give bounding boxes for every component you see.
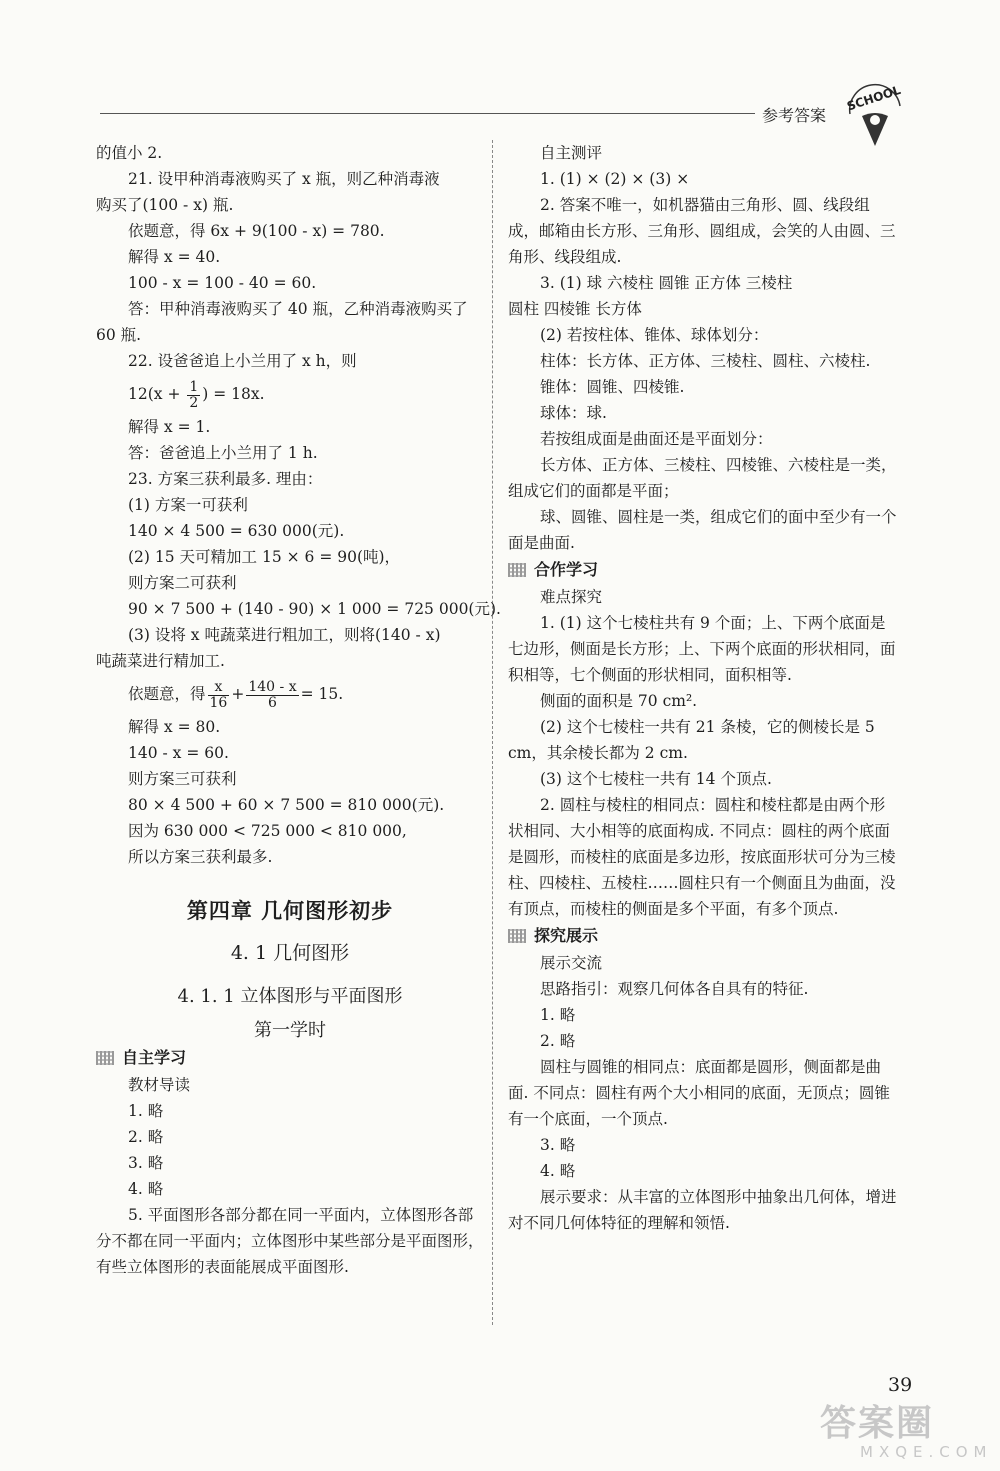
right-top-lines bbox=[508, 140, 898, 192]
left-bottom-lines bbox=[96, 714, 484, 870]
watermark-big: 答案圈 bbox=[820, 1403, 935, 1444]
text-line: 自主测评 bbox=[540, 144, 603, 162]
watermark-small: MXQE.COM bbox=[860, 1443, 993, 1461]
text-line: 则方案三可获利 bbox=[128, 770, 237, 788]
eq22-den: 2 bbox=[189, 394, 199, 411]
eq23-den1: 16 bbox=[209, 694, 228, 711]
text-line: 依题意，得 6x + 9(100 - x) = 780. bbox=[128, 222, 385, 240]
section-marker-icon bbox=[96, 1051, 114, 1065]
equation-23 bbox=[96, 674, 484, 714]
section-title: 4. 1 几何图形 bbox=[230, 942, 350, 964]
column-divider bbox=[492, 140, 493, 1325]
text-line: (2) 若按柱体、锥体、球体划分： bbox=[540, 326, 769, 344]
coop-area: 侧面的面积是 70 cm². bbox=[540, 692, 698, 710]
text-line: 21. 设甲种消毒液购买了 x 瓶，则乙种消毒液 bbox=[128, 170, 440, 188]
chapter-title: 第四章 几何图形初步 bbox=[186, 898, 394, 923]
eq22-pre: 12(x + bbox=[128, 385, 186, 403]
text-line: 解得 x = 40. bbox=[128, 248, 221, 266]
coop-line-3: (3) 这个七棱柱一共有 14 个顶点. bbox=[540, 770, 772, 788]
eq23-pre: 依题意，得 bbox=[128, 685, 206, 703]
coop-label: 合作学习 bbox=[534, 560, 599, 579]
study-lines bbox=[96, 1072, 484, 1202]
self-study-label: 自主学习 bbox=[122, 1048, 187, 1067]
left-top-lines bbox=[96, 140, 484, 374]
text-line: 4. 略 bbox=[128, 1180, 164, 1198]
equation-22 bbox=[96, 374, 484, 414]
text-line: 购买了(100 - x) 瓶. bbox=[96, 196, 234, 214]
text-line: 140 × 4 500 = 630 000(元). bbox=[128, 522, 345, 540]
text-line: 2. 略 bbox=[128, 1128, 164, 1146]
text-line: 4. 略 bbox=[540, 1162, 576, 1180]
text-line: 圆柱 四棱锥 长方体 bbox=[508, 300, 642, 318]
text-line: 1. (1) × (2) × (3) × bbox=[540, 170, 690, 188]
eq23-post: = 15. bbox=[300, 685, 344, 703]
eq22-num: 1 bbox=[189, 378, 199, 395]
eq23-fraction-2 bbox=[246, 680, 298, 711]
text-line: 2. 略 bbox=[540, 1032, 576, 1050]
eq22-fraction bbox=[187, 380, 200, 411]
text-line: 答：甲种消毒液购买了 40 瓶，乙种消毒液购买了 bbox=[128, 300, 468, 318]
coop-paragraph-1: 1. (1) 这个七棱柱共有 9 个面；上、下两个底面是七边形，侧面是长方形；上、下两个底面的形状相同，面积相等，七个侧面的形状相同，面积相等. bbox=[508, 614, 896, 684]
text-line: 思路指引：观察几何体各自具有的特征. bbox=[540, 980, 809, 998]
subsection-title: 4. 1. 1 立体图形与平面图形 bbox=[177, 986, 403, 1007]
text-line: 因为 630 000 < 725 000 < 810 000, bbox=[128, 822, 407, 840]
text-line: 3. 略 bbox=[128, 1154, 164, 1172]
text-line: 60 瓶. bbox=[96, 326, 142, 344]
text-line: 所以方案三获利最多. bbox=[128, 848, 273, 866]
section-marker-icon bbox=[508, 929, 526, 943]
lesson-title: 第一学时 bbox=[254, 1020, 326, 1041]
text-line: 100 - x = 100 - 40 = 60. bbox=[128, 274, 317, 292]
text-line: 23. 方案三获利最多. 理由： bbox=[128, 470, 323, 488]
text-line: (3) 设将 x 吨蔬菜进行粗加工，则将(140 - x) bbox=[128, 626, 441, 644]
show-requirement: 展示要求：从丰富的立体图形中抽象出几何体，增进对不同几何体特征的理解和领悟. bbox=[508, 1188, 897, 1232]
coop-heading bbox=[508, 556, 898, 584]
text-line: 22. 设爸爸追上小兰用了 x h，则 bbox=[128, 352, 357, 370]
right-paragraph-1: 2. 答案不唯一，如机器猫由三角形、圆、线段组成，邮箱由长方形、三角形、圆组成，会笑的人由圆、三角形、线段组成. bbox=[508, 196, 896, 266]
self-study-heading bbox=[96, 1044, 484, 1072]
text-line: 1. 略 bbox=[128, 1102, 164, 1120]
show-heading bbox=[508, 922, 898, 950]
text-line: 140 - x = 60. bbox=[128, 744, 229, 762]
text-line: 教材导读 bbox=[128, 1076, 191, 1094]
show-paragraph: 圆柱与圆锥的相同点：底面都是圆形，侧面都是曲面. 不同点：圆柱有两个大小相同的底面，无顶点；圆锥有一个底面，一个顶点. bbox=[508, 1058, 890, 1128]
eq23-num2: 140 - x bbox=[248, 678, 297, 695]
eq23-num1: x bbox=[208, 680, 230, 696]
text-line: 3. (1) 球 六棱柱 圆锥 正方体 三棱柱 bbox=[540, 274, 793, 292]
eq23-plus: + bbox=[231, 685, 245, 703]
eq23-fraction-1 bbox=[208, 680, 230, 711]
coop-subheading: 难点探究 bbox=[540, 588, 603, 606]
text-line: 的值小 2. bbox=[96, 144, 163, 162]
text-line: 答：爸爸追上小兰用了 1 h. bbox=[128, 444, 318, 462]
right-column bbox=[508, 140, 898, 1236]
section-marker-icon bbox=[508, 563, 526, 577]
header-title: 参考答案 bbox=[762, 106, 827, 125]
text-line: 则方案二可获利 bbox=[128, 574, 237, 592]
show-lines-2 bbox=[508, 1132, 898, 1184]
text-line: 解得 x = 1. bbox=[128, 418, 211, 436]
text-line: (1) 方案一可获利 bbox=[128, 496, 248, 514]
show-lines bbox=[508, 950, 898, 1054]
text-line: 1. 略 bbox=[540, 1006, 576, 1024]
coop-paragraph-2: (2) 这个七棱柱一共有 21 条棱，它的侧棱长是 5 cm，其余棱长都为 2 cm. bbox=[508, 718, 875, 762]
text-line: 80 × 4 500 + 60 × 7 500 = 810 000(元). bbox=[128, 796, 445, 814]
text-line: (2) 15 天可精加工 15 × 6 = 90(吨)， bbox=[128, 548, 401, 566]
text-line: 解得 x = 80. bbox=[128, 718, 221, 736]
eq23-den2: 6 bbox=[268, 694, 277, 711]
text-line: 球体：球. bbox=[540, 404, 607, 422]
right-paragraph-3: 球、圆锥、圆柱是一类，组成它们的面中至少有一个面是曲面. bbox=[508, 508, 897, 552]
text-line: 3. 略 bbox=[540, 1136, 576, 1154]
right-paragraph-2: 长方体、正方体、三棱柱、四棱锥、六棱柱是一类，组成它们的面都是平面； bbox=[508, 456, 897, 500]
text-line: 锥体：圆锥、四棱锥. bbox=[540, 378, 685, 396]
watermark bbox=[820, 1403, 993, 1465]
logo-text: SCHOOL bbox=[845, 82, 903, 114]
left-column bbox=[96, 140, 501, 1280]
text-line: 若按组成面是曲面还是平面划分： bbox=[540, 430, 773, 448]
coop-paragraph-4: 2. 圆柱与棱柱的相同点：圆柱和棱柱都是由两个形状相同、大小相等的底面构成. 不同点：圆柱的两个底面是圆形，而棱柱的底面是多边形，按底面形状可分为三棱柱、四棱柱、五棱柱……圆柱只有一个侧面且为曲面，没有顶点，而棱柱的侧面是多个平面，有多个顶点. bbox=[508, 796, 896, 918]
study-paragraph: 5. 平面图形各部分都在同一平面内，立体图形各部分不都在同一平面内；立体图形中某些部分是平面图形，有些立体图形的表面能展成平面图形. bbox=[96, 1206, 484, 1276]
header-rule bbox=[100, 113, 755, 114]
right-mid-lines bbox=[508, 270, 898, 452]
text-line: 吨蔬菜进行精加工. bbox=[96, 652, 225, 670]
text-line: 柱体：长方体、正方体、三棱柱、圆柱、六棱柱. bbox=[540, 352, 871, 370]
left-mid-lines bbox=[96, 414, 501, 674]
text-line: 90 × 7 500 + (140 - 90) × 1 000 = 725 000(元). bbox=[128, 600, 501, 618]
page-number: 39 bbox=[888, 1374, 913, 1396]
eq22-post: ) = 18x. bbox=[202, 385, 265, 403]
text-line: 展示交流 bbox=[540, 954, 603, 972]
show-label: 探究展示 bbox=[534, 926, 599, 945]
